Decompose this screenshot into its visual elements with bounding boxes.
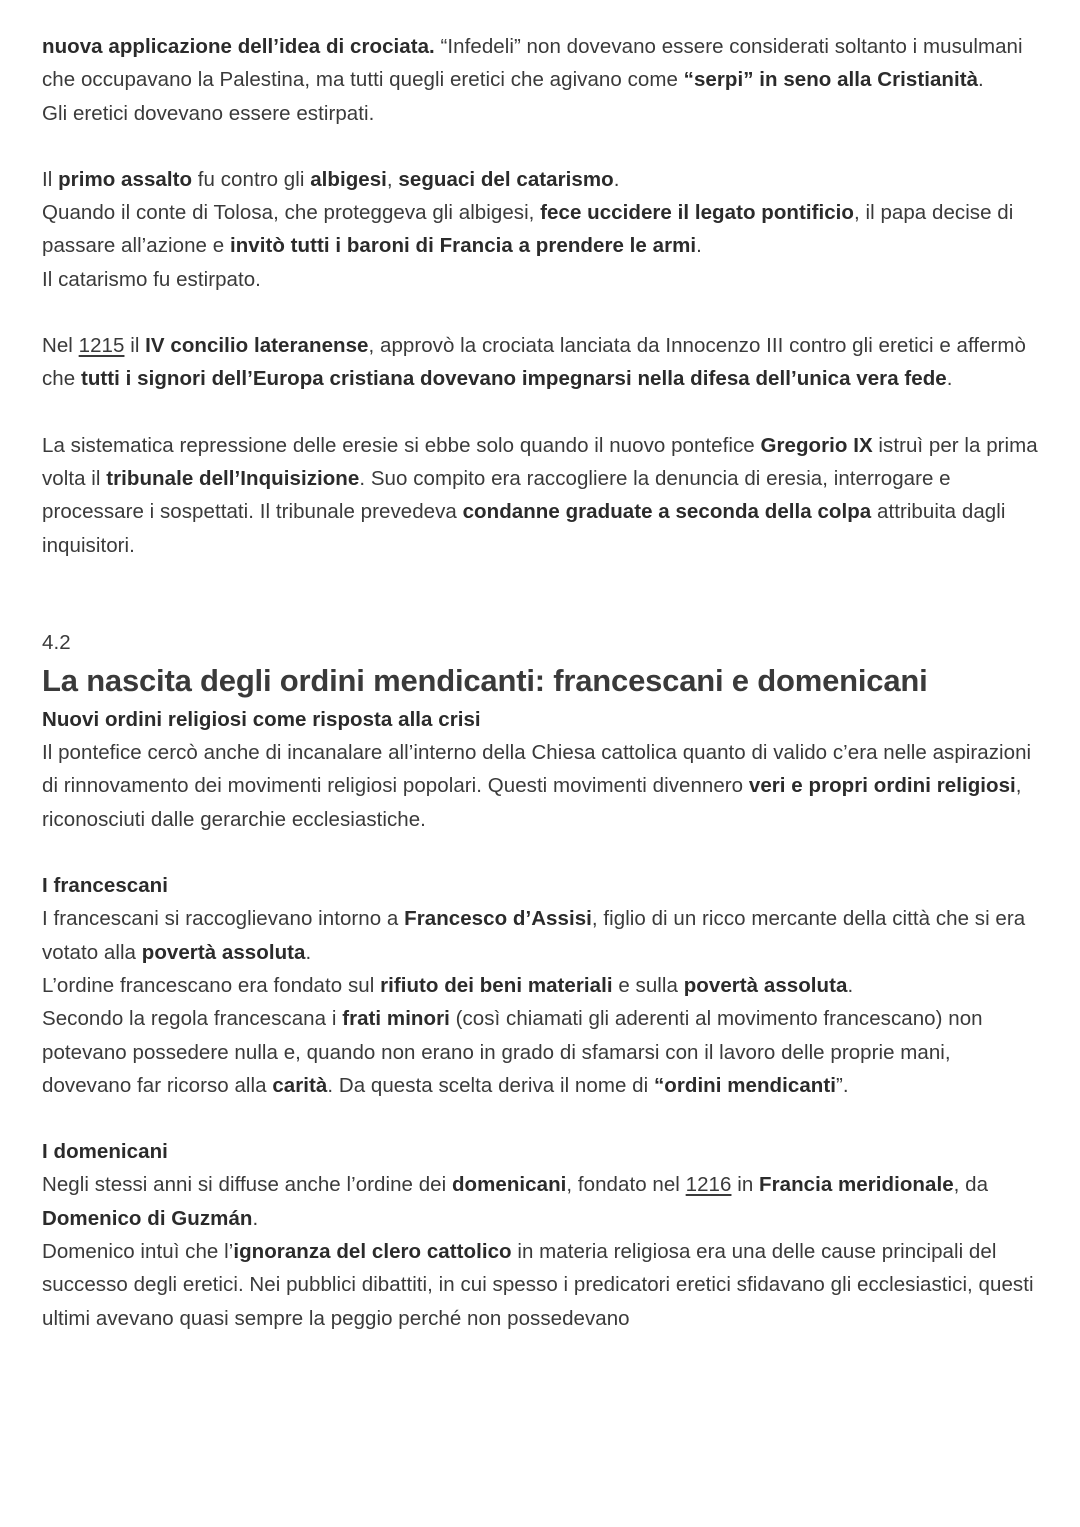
- paragraph-domenicani: I domenicani Negli stessi anni si diffuse anche l’ordine dei domenicani, fondato nel 1216 in Francia meridionale, da Domenico di Guzmán. Domenico intuì che l’ignoranza del clero cattolico in materia religiosa era una delle cause principali del successo degli eretici. Nei pubblici dibattiti, in cui spesso i predicatori eretici sfidavano gli ecclesiastici, questi ultimi avevano quasi sempre la peggio perché non possedevano: [42, 1140, 1034, 1330]
- paragraph-inquisizione: La sistematica repressione delle eresie si ebbe solo quando il nuovo pontefice Gregorio IX istruì per la prima volta il tribunale dell’Inquisizione. Suo compito era raccogliere la denuncia di eresia, interrogare e processare i sospettati. Il tribunale prevedeva condanne graduate a seconda della colpa attribuita dagli inquisitori.: [42, 433, 1038, 557]
- year-link-1216[interactable]: 1216: [685, 1173, 732, 1197]
- year-link-1215[interactable]: 1215: [78, 334, 125, 358]
- subheading-francescani: I francescani: [42, 874, 168, 898]
- paragraph-concilio: Nel 1215 il IV concilio lateranense, approvò la crociata lanciata da Innocenzo III contro gli eretici e affermò che tutti i signori dell’Europa cristiana dovevano impegnarsi nella difesa dell’unica vera fede.: [42, 334, 1027, 391]
- paragraph-francescani: I francescani I francescani si raccoglievano intorno a Francesco d’Assisi, figlio di un ricco mercante della città che si era votato alla povertà assoluta. L’ordine francescano era fondato sul rifiuto dei beni materiali e sulla povertà assoluta. Secondo la regola francescana i frati minori (così chiamati gli aderenti al movimento francescano) non potevano possedere nulla e, quando non erano in grado di sfamarsi con il lavoro delle proprie mani, dovevano far ricorso alla carità. Da questa scelta deriva il nome di “ordini mendicanti”.: [42, 874, 1026, 1097]
- paragraph-nuovi-ordini: Nuovi ordini religiosi come risposta alla crisi Il pontefice cercò anche di incanalare all’interno della Chiesa cattolica quanto di valido c’era nelle aspirazioni di rinnovamento dei movimenti religiosi popolari. Questi movimenti divennero veri e propri ordini religiosi, riconosciuti dalle gerarchie ecclesiastiche.: [42, 707, 1032, 831]
- paragraph-albigesi: Il primo assalto fu contro gli albigesi, seguaci del catarismo. Quando il conte di Tolosa, che proteggeva gli albigesi, fece uccidere il legato pontificio, il papa decise di passare all’azione e invitò tutti i baroni di Francia a prendere le armi. Il catarismo fu estirpato.: [42, 167, 1014, 291]
- section-title: La nascita degli ordini mendicanti: francescani e domenicani: [42, 662, 928, 698]
- section-subtitle: Nuovi ordini religiosi come risposta alla crisi: [42, 707, 481, 731]
- section-number: 4.2: [42, 630, 71, 654]
- paragraph-crociata: nuova applicazione dell’idea di crociata. “Infedeli” non dovevano essere considerati soltanto i musulmani che occupavano la Palestina, ma tutti quegli eretici che agivano come “serpi” in seno alla Cristianità. Gli eretici dovevano essere estirpati.: [42, 35, 1023, 125]
- subheading-domenicani: I domenicani: [42, 1140, 168, 1164]
